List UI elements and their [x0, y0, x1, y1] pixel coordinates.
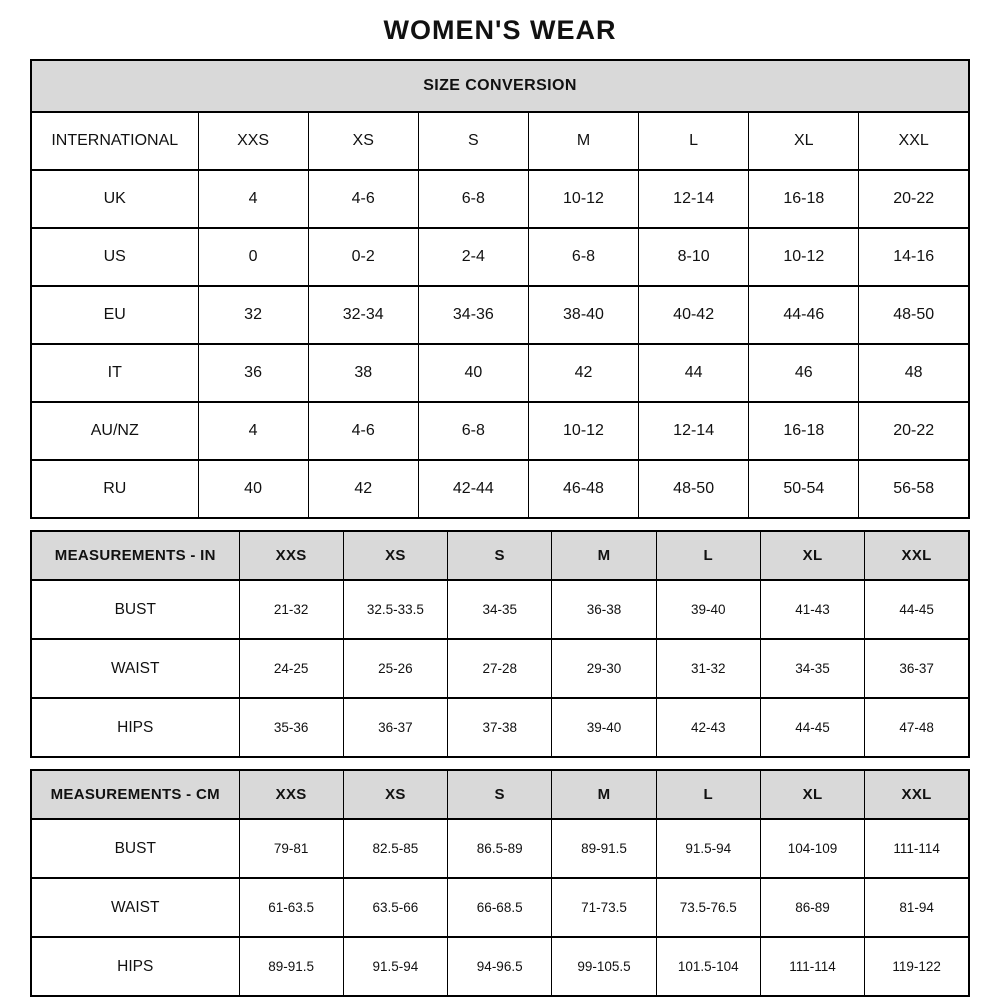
row-label: BUST [31, 580, 239, 639]
row-label: RU [31, 460, 198, 518]
value-cell: 119-122 [865, 937, 969, 996]
value-cell: 4-6 [308, 170, 418, 228]
value-cell: 31-32 [656, 639, 760, 698]
row-label: EU [31, 286, 198, 344]
value-cell: 101.5-104 [656, 937, 760, 996]
table-row [31, 580, 969, 639]
value-cell: 14-16 [859, 228, 969, 286]
value-cell: 48-50 [859, 286, 969, 344]
value-cell: 6-8 [418, 170, 528, 228]
value-cell: 4 [198, 170, 308, 228]
value-cell: 10-12 [528, 170, 638, 228]
value-cell: 99-105.5 [552, 937, 656, 996]
value-cell: 35-36 [239, 698, 343, 757]
value-cell: 32-34 [308, 286, 418, 344]
value-cell: 63.5-66 [343, 878, 447, 937]
measurements-header: MEASUREMENTS - IN [31, 531, 239, 580]
value-cell: 82.5-85 [343, 819, 447, 878]
value-cell: 94-96.5 [448, 937, 552, 996]
value-cell: 42-43 [656, 698, 760, 757]
size-column-header: XXS [239, 770, 343, 819]
value-cell: 4 [198, 402, 308, 460]
size-column-header: XXL [865, 770, 969, 819]
value-cell: 40-42 [639, 286, 749, 344]
size-column-header: XS [343, 770, 447, 819]
size-column-header: M [552, 770, 656, 819]
value-cell: 79-81 [239, 819, 343, 878]
value-cell: 61-63.5 [239, 878, 343, 937]
size-column-header: S [448, 531, 552, 580]
measurements-in-table-body [31, 531, 969, 757]
value-cell: 48 [859, 344, 969, 402]
value-cell: 34-35 [448, 580, 552, 639]
value-cell: 104-109 [760, 819, 864, 878]
value-cell: 39-40 [552, 698, 656, 757]
value-cell: 44-45 [865, 580, 969, 639]
size-column-header: XS [343, 531, 447, 580]
value-cell: 10-12 [749, 228, 859, 286]
value-cell: 32.5-33.5 [343, 580, 447, 639]
row-label: BUST [31, 819, 239, 878]
row-label: AU/NZ [31, 402, 198, 460]
table-row [31, 878, 969, 937]
value-cell: 71-73.5 [552, 878, 656, 937]
value-cell: 0-2 [308, 228, 418, 286]
row-label: WAIST [31, 639, 239, 698]
size-column-header: M [528, 112, 638, 170]
value-cell: 8-10 [639, 228, 749, 286]
value-cell: 56-58 [859, 460, 969, 518]
size-column-header: M [552, 531, 656, 580]
size-conversion-table-body [31, 60, 969, 518]
size-column-header: XL [760, 531, 864, 580]
value-cell: 6-8 [418, 402, 528, 460]
value-cell: 25-26 [343, 639, 447, 698]
size-column-header: XL [760, 770, 864, 819]
value-cell: 44 [639, 344, 749, 402]
table-header-row [31, 770, 969, 819]
value-cell: 50-54 [749, 460, 859, 518]
value-cell: 73.5-76.5 [656, 878, 760, 937]
value-cell: 32 [198, 286, 308, 344]
value-cell: 36-38 [552, 580, 656, 639]
measurements-cm-table [30, 769, 970, 997]
value-cell: 89-91.5 [552, 819, 656, 878]
value-cell: 12-14 [639, 402, 749, 460]
row-label: IT [31, 344, 198, 402]
value-cell: 34-36 [418, 286, 528, 344]
value-cell: 4-6 [308, 402, 418, 460]
value-cell: 40 [418, 344, 528, 402]
size-column-header: XXL [859, 112, 969, 170]
value-cell: 91.5-94 [343, 937, 447, 996]
table-header-row [31, 531, 969, 580]
table-row [31, 819, 969, 878]
row-label: US [31, 228, 198, 286]
measurements-in-table [30, 530, 970, 758]
value-cell: 20-22 [859, 402, 969, 460]
size-conversion-header: SIZE CONVERSION [31, 60, 969, 112]
page-title: WOMEN'S WEAR [383, 15, 617, 45]
value-cell: 86-89 [760, 878, 864, 937]
value-cell: 2-4 [418, 228, 528, 286]
value-cell: 66-68.5 [448, 878, 552, 937]
value-cell: 111-114 [865, 819, 969, 878]
value-cell: 46-48 [528, 460, 638, 518]
value-cell: 81-94 [865, 878, 969, 937]
value-cell: 44-46 [749, 286, 859, 344]
size-column-header: L [656, 531, 760, 580]
table-row [31, 937, 969, 996]
size-column-header: XXL [865, 531, 969, 580]
table-row [31, 639, 969, 698]
size-column-header: XXS [239, 531, 343, 580]
value-cell: 46 [749, 344, 859, 402]
size-column-header: S [418, 112, 528, 170]
value-cell: 111-114 [760, 937, 864, 996]
row-label: WAIST [31, 878, 239, 937]
row-label: UK [31, 170, 198, 228]
value-cell: 0 [198, 228, 308, 286]
value-cell: 41-43 [760, 580, 864, 639]
value-cell: 21-32 [239, 580, 343, 639]
size-column-header: XL [749, 112, 859, 170]
value-cell: 6-8 [528, 228, 638, 286]
value-cell: 16-18 [749, 402, 859, 460]
column-headers-row [31, 112, 969, 170]
value-cell: 37-38 [448, 698, 552, 757]
size-column-header: L [639, 112, 749, 170]
value-cell: 12-14 [639, 170, 749, 228]
measurements-header: MEASUREMENTS - CM [31, 770, 239, 819]
value-cell: 42 [528, 344, 638, 402]
measurements-cm-table-body [31, 770, 969, 996]
value-cell: 44-45 [760, 698, 864, 757]
value-cell: 29-30 [552, 639, 656, 698]
value-cell: 20-22 [859, 170, 969, 228]
value-cell: 36-37 [865, 639, 969, 698]
value-cell: 38 [308, 344, 418, 402]
table-row [31, 460, 969, 518]
row-label: HIPS [31, 698, 239, 757]
size-column-header: L [656, 770, 760, 819]
table-row [31, 344, 969, 402]
value-cell: 16-18 [749, 170, 859, 228]
value-cell: 34-35 [760, 639, 864, 698]
value-cell: 91.5-94 [656, 819, 760, 878]
value-cell: 10-12 [528, 402, 638, 460]
size-column-header: S [448, 770, 552, 819]
table-header-row [31, 60, 969, 112]
value-cell: 39-40 [656, 580, 760, 639]
value-cell: 48-50 [639, 460, 749, 518]
value-cell: 24-25 [239, 639, 343, 698]
value-cell: 36-37 [343, 698, 447, 757]
value-cell: 42-44 [418, 460, 528, 518]
value-cell: 40 [198, 460, 308, 518]
value-cell: 86.5-89 [448, 819, 552, 878]
value-cell: 36 [198, 344, 308, 402]
table-row [31, 228, 969, 286]
value-cell: 47-48 [865, 698, 969, 757]
size-conversion-table [30, 59, 970, 519]
table-row [31, 286, 969, 344]
size-column-header: XS [308, 112, 418, 170]
table-row [31, 698, 969, 757]
value-cell: 38-40 [528, 286, 638, 344]
table-row [31, 170, 969, 228]
value-cell: 42 [308, 460, 418, 518]
size-column-header: XXS [198, 112, 308, 170]
column-header-international: INTERNATIONAL [31, 112, 198, 170]
value-cell: 27-28 [448, 639, 552, 698]
row-label: HIPS [31, 937, 239, 996]
value-cell: 89-91.5 [239, 937, 343, 996]
table-row [31, 402, 969, 460]
